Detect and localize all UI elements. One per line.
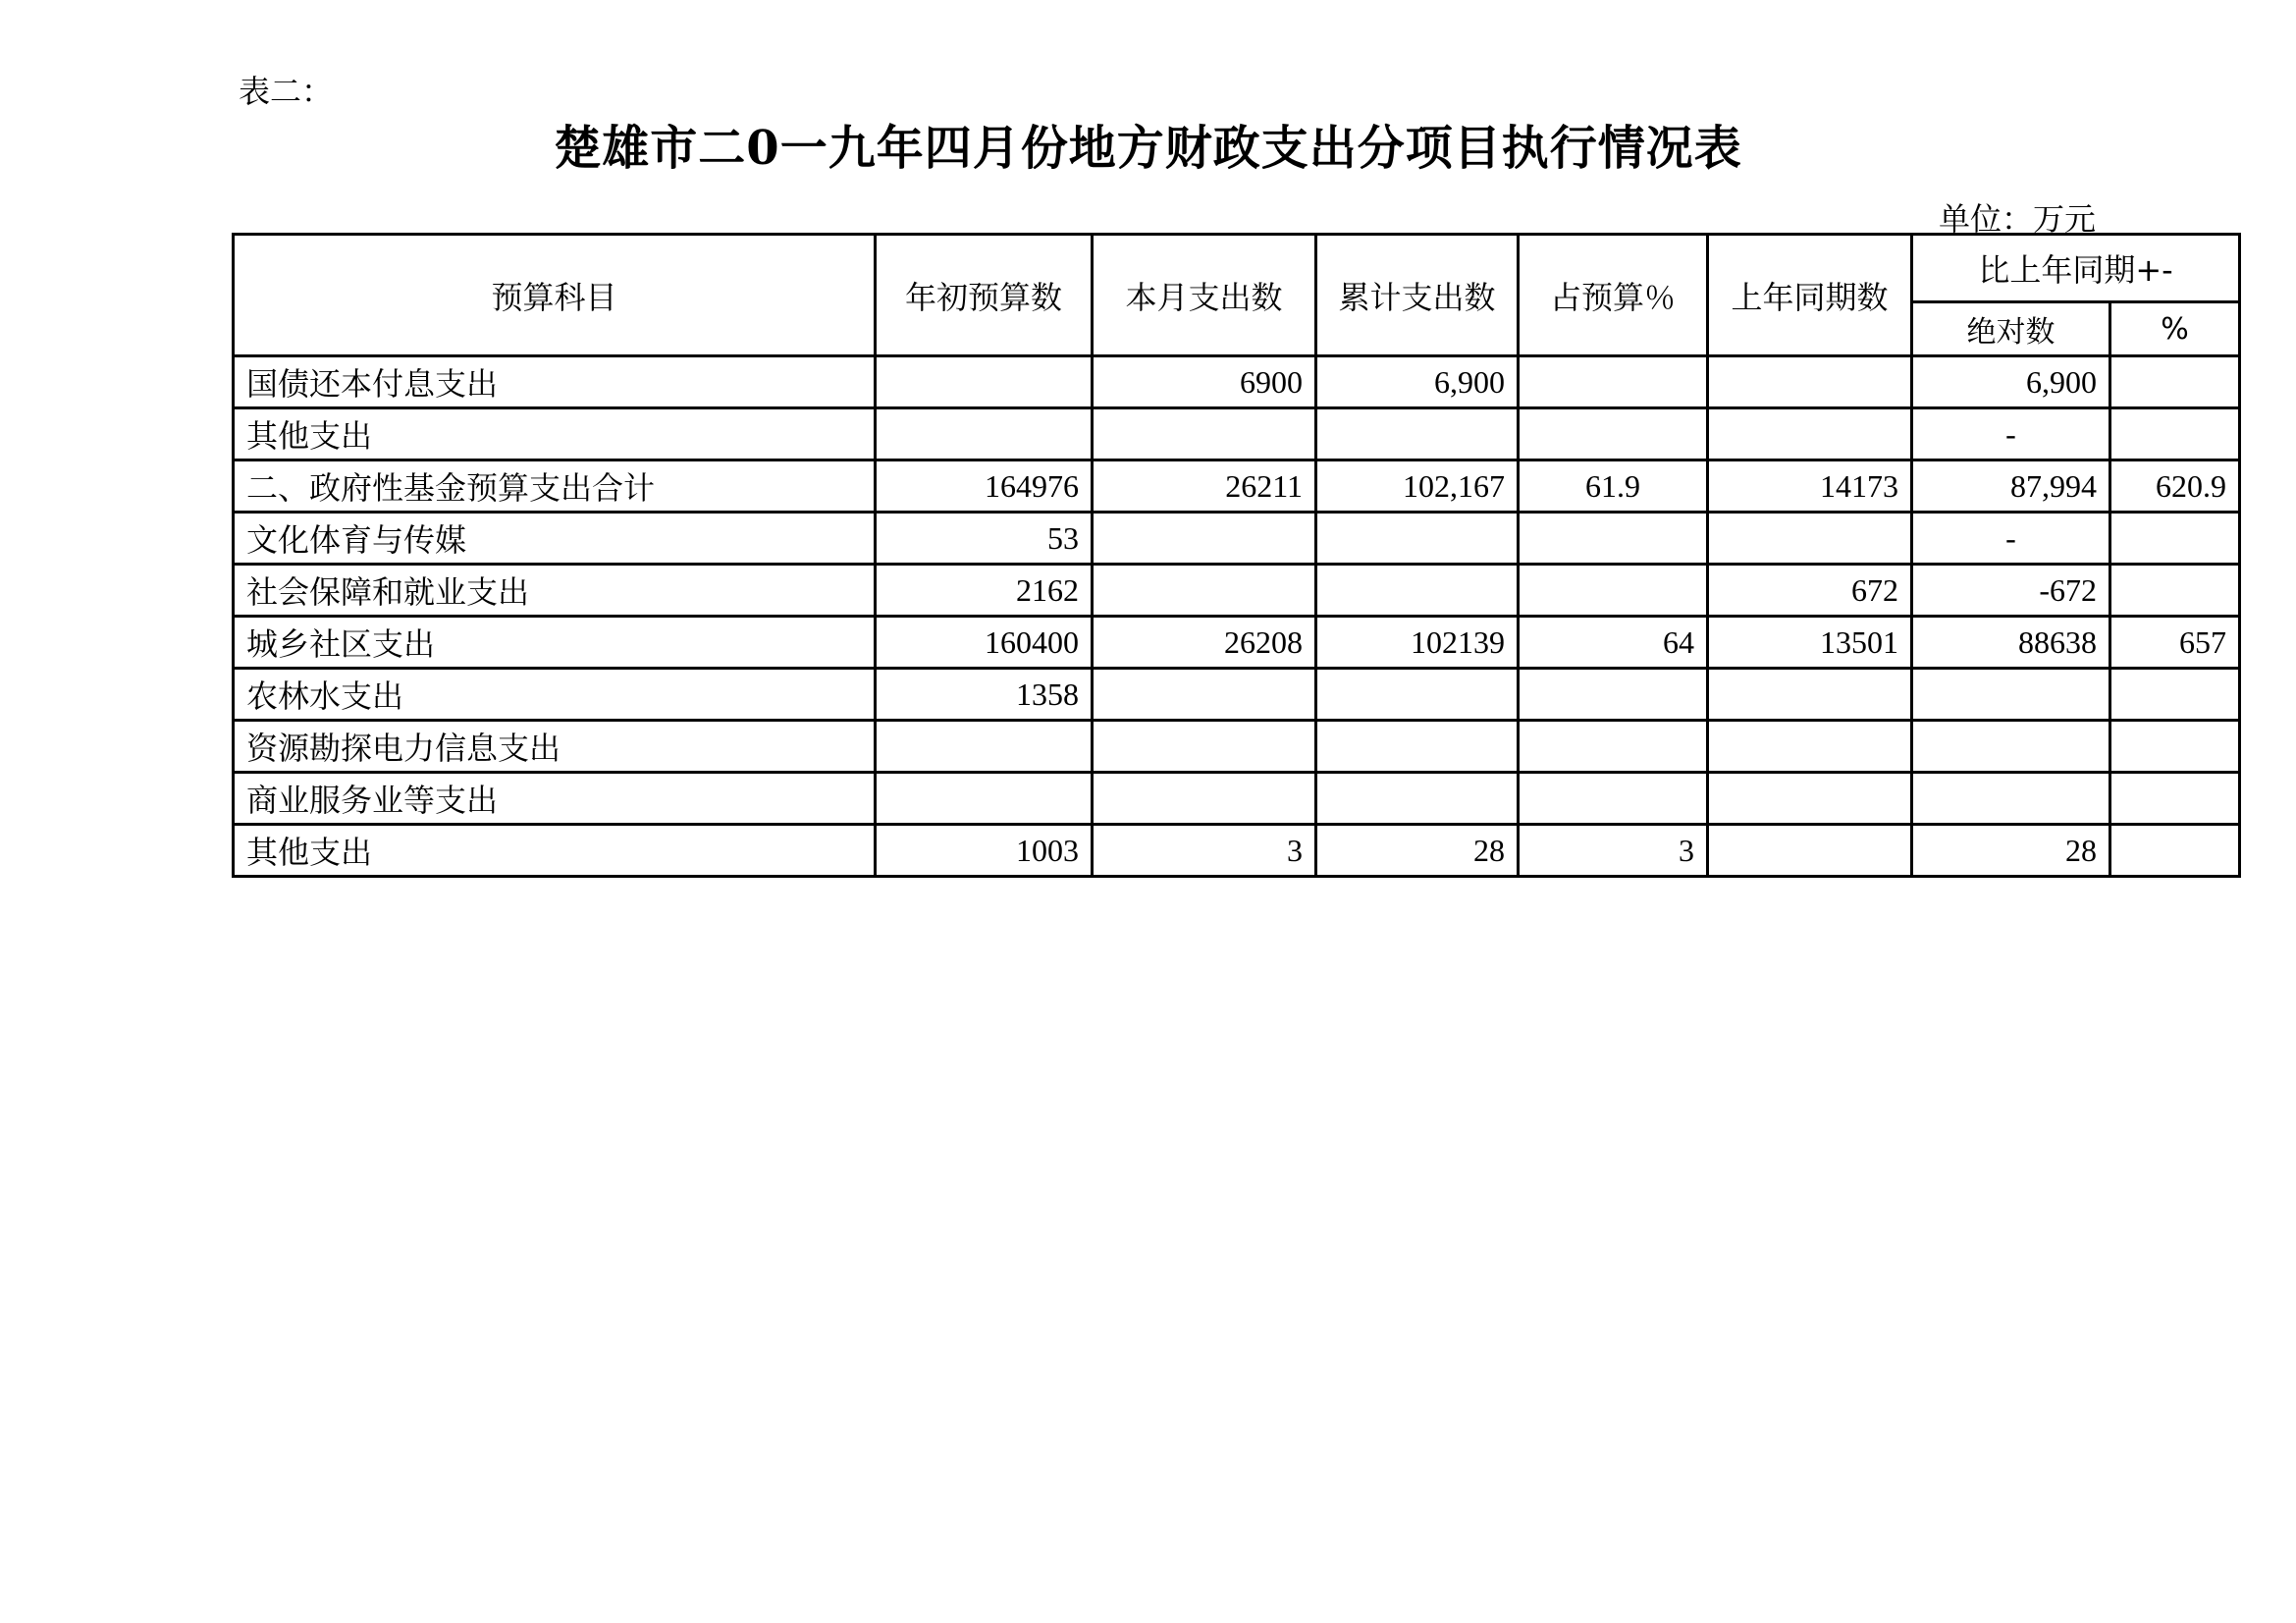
cell-absolute: [1912, 773, 2110, 825]
cell-pct-budget: 64: [1519, 617, 1708, 669]
cell-last-year: [1708, 513, 1912, 565]
cell-month: 26208: [1093, 617, 1316, 669]
cell-cumulative: [1316, 565, 1519, 617]
cell-pct: 620.9: [2110, 460, 2240, 513]
table-row: [234, 825, 2240, 877]
cell-budget: 1003: [876, 825, 1093, 877]
row-item-name: 商业服务业等支出: [234, 773, 876, 825]
cell-month: [1093, 773, 1316, 825]
expenditure-table: [232, 233, 2241, 878]
cell-pct: [2110, 408, 2240, 460]
table-row: [234, 721, 2240, 773]
cell-last-year: 13501: [1708, 617, 1912, 669]
cell-last-year: 672: [1708, 565, 1912, 617]
cell-cumulative: 6,900: [1316, 356, 1519, 408]
cell-pct-budget: [1519, 408, 1708, 460]
row-item-name: 资源勘探电力信息支出: [234, 721, 876, 773]
cell-cumulative: [1316, 669, 1519, 721]
cell-budget: 1358: [876, 669, 1093, 721]
table-row: [234, 669, 2240, 721]
table-row: [234, 356, 2240, 408]
row-item-name: 二、政府性基金预算支出合计: [234, 460, 876, 513]
cell-absolute: -: [1912, 513, 2110, 565]
cell-pct: [2110, 669, 2240, 721]
cell-month: [1093, 513, 1316, 565]
table-row: [234, 460, 2240, 513]
page-title: 楚雄市二0一九年四月份地方财政支出分项目执行情况表: [554, 121, 1742, 176]
cell-pct: [2110, 513, 2240, 565]
header-pct: %: [2110, 302, 2240, 356]
table-row: [234, 617, 2240, 669]
table-label: 表二：: [239, 73, 334, 110]
header-absolute: 绝对数: [1912, 302, 2110, 356]
cell-month: [1093, 408, 1316, 460]
cell-pct: [2110, 825, 2240, 877]
cell-absolute: -672: [1912, 565, 2110, 617]
cell-last-year: [1708, 356, 1912, 408]
cell-pct-budget: [1519, 565, 1708, 617]
cell-cumulative: [1316, 513, 1519, 565]
cell-absolute: [1912, 669, 2110, 721]
cell-last-year: [1708, 825, 1912, 877]
header-compare: 比上年同期+-: [1912, 235, 2240, 302]
table-row: [234, 565, 2240, 617]
row-item-name: 城乡社区支出: [234, 617, 876, 669]
cell-last-year: 14173: [1708, 460, 1912, 513]
cell-month: 3: [1093, 825, 1316, 877]
cell-budget: 160400: [876, 617, 1093, 669]
cell-pct-budget: [1519, 669, 1708, 721]
cell-absolute: [1912, 721, 2110, 773]
row-item-name: 社会保障和就业支出: [234, 565, 876, 617]
table-body: [234, 356, 2240, 877]
row-item-name: 其他支出: [234, 825, 876, 877]
header-item: 预算科目: [234, 235, 876, 356]
cell-absolute: 87,994: [1912, 460, 2110, 513]
cell-last-year: [1708, 721, 1912, 773]
unit-label: 单位：万元: [1939, 200, 2097, 238]
cell-pct: 657: [2110, 617, 2240, 669]
row-item-name: 文化体育与传媒: [234, 513, 876, 565]
cell-budget: [876, 773, 1093, 825]
cell-last-year: [1708, 408, 1912, 460]
cell-absolute: 88638: [1912, 617, 2110, 669]
cell-cumulative: [1316, 773, 1519, 825]
cell-last-year: [1708, 773, 1912, 825]
cell-pct-budget: [1519, 773, 1708, 825]
header-budget: 年初预算数: [876, 235, 1093, 356]
header-last-year: 上年同期数: [1708, 235, 1912, 356]
cell-pct-budget: 61.9: [1519, 460, 1708, 513]
cell-budget: [876, 356, 1093, 408]
cell-pct: [2110, 356, 2240, 408]
row-item-name: 国债还本付息支出: [234, 356, 876, 408]
table-row: [234, 773, 2240, 825]
cell-pct: [2110, 721, 2240, 773]
cell-month: [1093, 565, 1316, 617]
cell-month: [1093, 721, 1316, 773]
cell-absolute: 6,900: [1912, 356, 2110, 408]
cell-month: 26211: [1093, 460, 1316, 513]
cell-cumulative: [1316, 721, 1519, 773]
row-item-name: 农林水支出: [234, 669, 876, 721]
header-month: 本月支出数: [1093, 235, 1316, 356]
cell-pct-budget: [1519, 721, 1708, 773]
row-item-name: 其他支出: [234, 408, 876, 460]
cell-month: 6900: [1093, 356, 1316, 408]
cell-cumulative: 102,167: [1316, 460, 1519, 513]
cell-budget: 2162: [876, 565, 1093, 617]
cell-cumulative: 102139: [1316, 617, 1519, 669]
cell-pct: [2110, 565, 2240, 617]
cell-pct-budget: [1519, 356, 1708, 408]
cell-budget: [876, 408, 1093, 460]
cell-pct: [2110, 773, 2240, 825]
header-cumulative: 累计支出数: [1316, 235, 1519, 356]
header-pct-budget: 占预算％: [1519, 235, 1708, 356]
cell-cumulative: 28: [1316, 825, 1519, 877]
cell-budget: 164976: [876, 460, 1093, 513]
cell-absolute: -: [1912, 408, 2110, 460]
cell-last-year: [1708, 669, 1912, 721]
cell-budget: [876, 721, 1093, 773]
table-row: [234, 513, 2240, 565]
cell-pct-budget: [1519, 513, 1708, 565]
cell-absolute: 28: [1912, 825, 2110, 877]
table-row: [234, 408, 2240, 460]
cell-pct-budget: 3: [1519, 825, 1708, 877]
cell-cumulative: [1316, 408, 1519, 460]
cell-budget: 53: [876, 513, 1093, 565]
cell-month: [1093, 669, 1316, 721]
